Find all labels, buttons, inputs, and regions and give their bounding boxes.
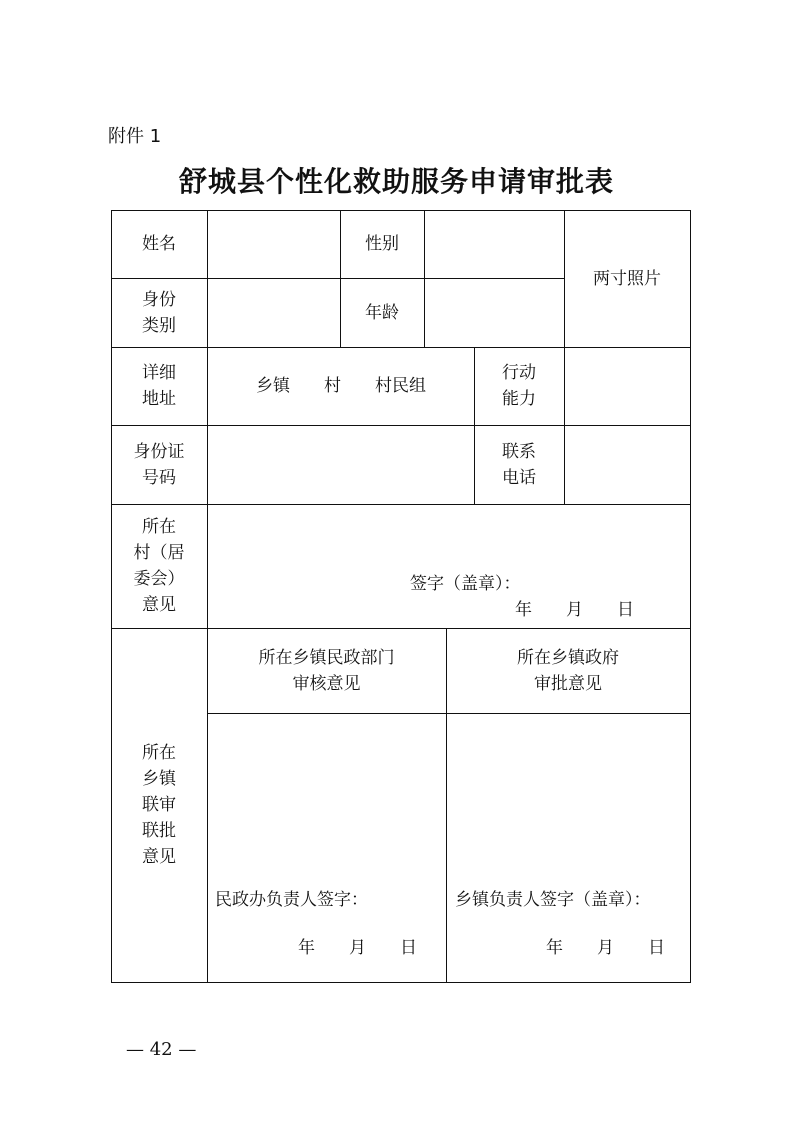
village-date: 年 月 日 — [515, 600, 634, 620]
page-number: — 42 — — [126, 1039, 197, 1060]
phone-field[interactable] — [565, 426, 690, 504]
age-field[interactable] — [425, 279, 564, 347]
form-title: 舒城县个性化救助服务申请审批表 — [178, 165, 614, 198]
id-number-label: 身份证 号码 — [133, 441, 185, 488]
mobility-field[interactable] — [565, 348, 690, 425]
civil-affairs-date: 年 月 日 — [298, 938, 417, 958]
attachment-label: 附件 1 — [108, 126, 162, 147]
mobility-label: 行动 能力 — [502, 363, 536, 409]
identity-type-field[interactable] — [208, 279, 340, 347]
table-border-bottom — [111, 982, 691, 983]
name-label: 姓名 — [142, 234, 176, 254]
address-label: 详细 地址 — [142, 363, 176, 409]
identity-type-label: 身份 类别 — [142, 289, 176, 336]
age-label: 年龄 — [365, 302, 399, 323]
phone-label: 联系 电话 — [502, 441, 536, 488]
table-border-right — [690, 210, 691, 983]
village-signature-seal: 签字（盖章）： — [410, 574, 521, 594]
township-signature: 乡镇负责人签字（盖章）： — [455, 890, 651, 910]
name-field[interactable] — [208, 211, 340, 278]
township-date: 年 月 日 — [546, 938, 665, 958]
joint-review-label: 所在 乡镇 联审 联批 意见 — [142, 743, 176, 867]
gender-field[interactable] — [425, 211, 564, 278]
photo-box[interactable]: 两寸照片 — [593, 268, 661, 289]
address-field[interactable]: 乡镇 村 村民组 — [256, 376, 426, 396]
civil-affairs-header: 所在乡镇民政部门 审核意见 — [258, 647, 395, 694]
township-gov-opinion-field[interactable] — [447, 714, 690, 874]
township-gov-header: 所在乡镇政府 审批意见 — [517, 647, 619, 694]
id-number-field[interactable] — [208, 426, 474, 504]
civil-affairs-signature: 民政办负责人签字： — [215, 890, 368, 910]
gender-label: 性别 — [365, 234, 399, 254]
civil-affairs-opinion-field[interactable] — [208, 714, 446, 874]
village-opinion-label: 所在 村（居 委会） 意见 — [133, 517, 185, 615]
